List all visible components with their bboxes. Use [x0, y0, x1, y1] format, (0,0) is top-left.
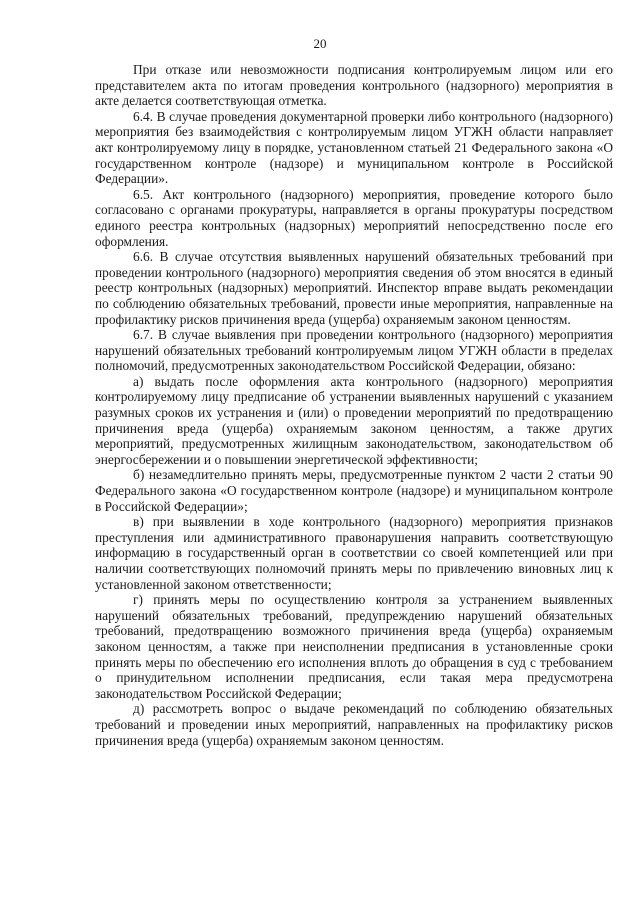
item-b: б) незамедлительно принять меры, предусмотренные пунктом 2 части 2 статьи 90 Федерального закона «О государственном контроле (надзоре) и муниципальном контроле в Российской Федерации»;: [95, 467, 613, 514]
paragraph-refusal-note: При отказе или невозможности подписания контролируемым лицом или его представителем акта по итогам проведения контрольного (надзорного) мероприятия в акте делается соответствующая отметка.: [95, 62, 613, 109]
paragraph-6-5: 6.5. Акт контрольного (надзорного) мероприятия, проведение которого было согласовано с органами прокуратуры, направляется в органы прокуратуры посредством единого реестра контрольных (надзорных) мероприятий непосредственно после его оформления.: [95, 186, 613, 249]
paragraph-6-7: 6.7. В случае выявления при проведении контрольного (надзорного) мероприятия нарушений обязательных требований контролируемым лицом УГЖН области в пределах полномочий, предусмотренных законодательством Российской Федерации, обязано:: [95, 327, 613, 374]
page-number: 20: [313, 36, 327, 51]
item-g: г) принять меры по осуществлению контроля за устранением выявленных нарушений обязательных требований, предупреждению нарушений обязательных требований, предотвращению возможного причинения вреда (ущерба) охраняемым законом ценностям, а также при неисполнении предписания в установленные сроки принять меры по обеспечению его исполнения вплоть до обращения в суд с требованием о принудительном исполнении предписания, если такая мера предусмотрена законодательством Российской Федерации;: [95, 592, 613, 701]
item-a: а) выдать после оформления акта контрольного (надзорного) мероприятия контролируемому лицу предписание об устранении выявленных нарушений с указанием разумных сроков их устранения и (или) о проведении мероприятий по предотвращению причинения вреда (ущерба) охраняемым законом ценностям, а также других мероприятий, предусмотренных жилищным законодательством, законодательством об энергосбережении и о повышении энергетической эффективности;: [95, 373, 613, 467]
item-d: д) рассмотреть вопрос о выдаче рекомендаций по соблюдению обязательных требований и проведении иных мероприятий, направленных на профилактику рисков причинения вреда (ущерба) охраняемым законом ценностям.: [95, 701, 613, 748]
paragraph-6-4: 6.4. В случае проведения документарной проверки либо контрольного (надзорного) мероприятия без взаимодействия с контролируемым лицом УГЖН области направляет акт контролируемому лицу в порядке, установленном статьей 21 Федерального закона «О государственном контроле (надзоре) и муниципальном контроле в Российской Федерации».: [95, 108, 613, 187]
paragraph-6-6: 6.6. В случае отсутствия выявленных нарушений обязательных требований при проведении контрольного (надзорного) мероприятия сведения об этом вносятся в единый реестр контрольных (надзорных) мероприятий. Инспектор вправе выдать рекомендации по соблюдению обязательных требований, провести иные мероприятия, направленные на профилактику рисков причинения вреда (ущерба) охраняемым законом ценностям.: [95, 249, 613, 327]
item-v: в) при выявлении в ходе контрольного (надзорного) мероприятия признаков преступления или административного правонарушения направить соответствующую информацию в государственный орган в соответствии со своей компетенцией или при наличии соответствующих полномочий принять меры по привлечению виновных лиц к установленной законом ответственности;: [95, 514, 613, 592]
document-body: [95, 62, 613, 748]
